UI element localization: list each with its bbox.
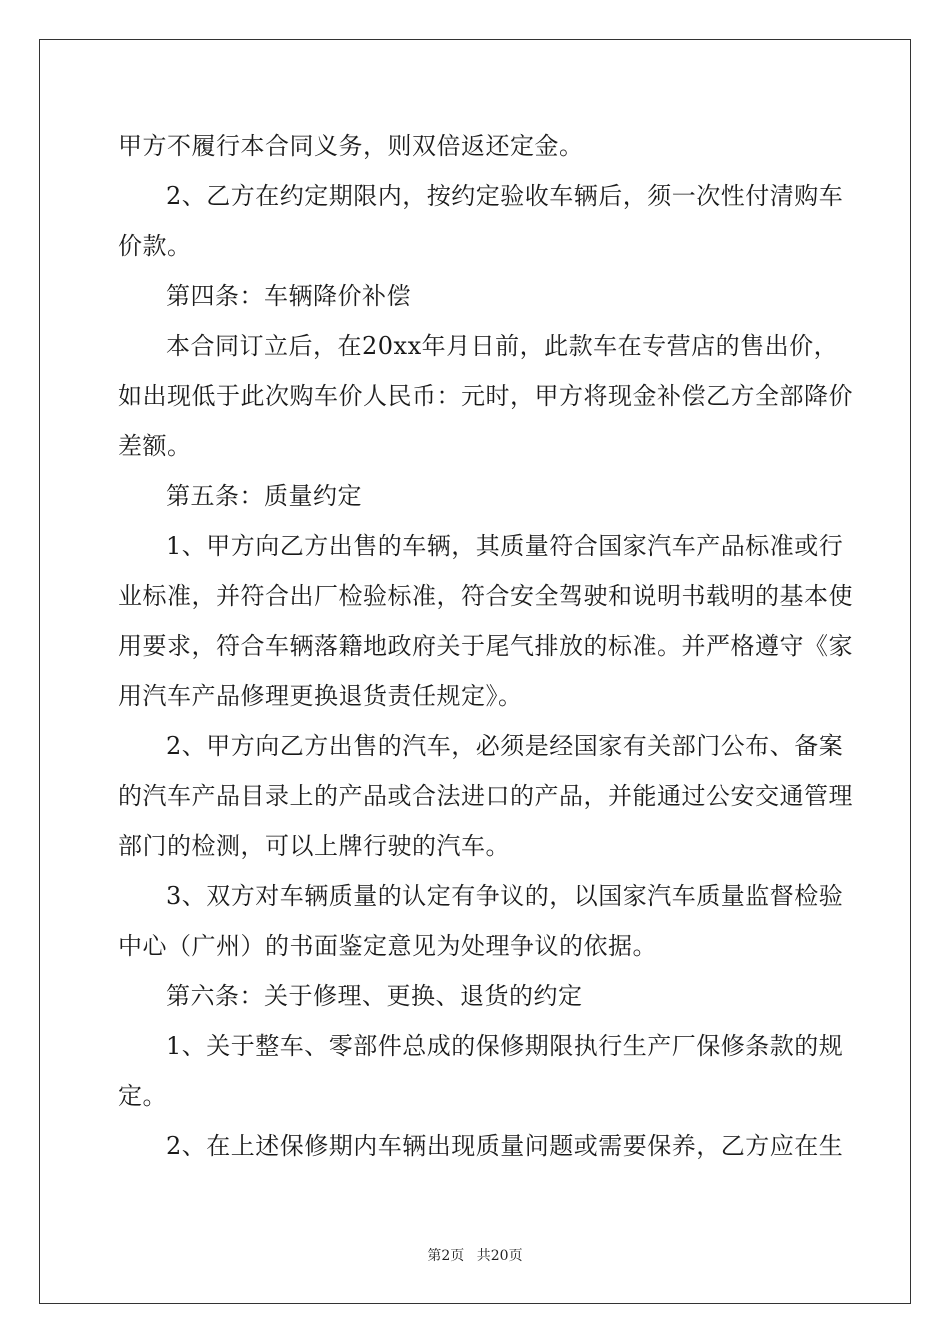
body-line: 用要求，符合车辆落籍地政府关于尾气排放的标准。并严格遵守《家 [118, 632, 853, 660]
body-line: 2、乙方在约定期限内，按约定验收车辆后，须一次性付清购车 [166, 182, 844, 210]
body-line: 本合同订立后，在20xx年月日前，此款车在专营店的售出价， [166, 332, 839, 360]
body-line: 价款。 [118, 232, 192, 260]
page-footer [0, 1246, 950, 1266]
body-line: 2、在上述保修期内车辆出现质量问题或需要保养，乙方应在生 [166, 1132, 844, 1160]
total-pages: 共20页 [476, 1248, 523, 1264]
body-line: 的汽车产品目录上的产品或合法进口的产品，并能通过公安交通管理 [118, 782, 853, 810]
body-line: 如出现低于此次购车价人民币：元时，甲方将现金补偿乙方全部降价 [118, 382, 853, 410]
body-line: 差额。 [118, 432, 192, 460]
section-heading: 第六条：关于修理、更换、退货的约定 [166, 982, 583, 1010]
section-heading: 第五条：质量约定 [166, 482, 362, 510]
body-line: 部门的检测，可以上牌行驶的汽车。 [118, 832, 510, 860]
body-line: 甲方不履行本合同义务，则双倍返还定金。 [118, 132, 584, 160]
body-line: 业标准，并符合出厂检验标准，符合安全驾驶和说明书载明的基本使 [118, 582, 853, 610]
body-line: 3、双方对车辆质量的认定有争议的，以国家汽车质量监督检验 [166, 882, 844, 910]
body-line: 中心（广州）的书面鉴定意见为处理争议的依据。 [118, 932, 657, 960]
page-number: 第2页 [427, 1248, 465, 1264]
body-line: 用汽车产品修理更换退货责任规定》。 [118, 682, 523, 710]
body-line: 2、甲方向乙方出售的汽车，必须是经国家有关部门公布、备案 [166, 732, 844, 760]
section-heading: 第四条：车辆降价补偿 [166, 282, 411, 310]
body-line: 1、关于整车、零部件总成的保修期限执行生产厂保修条款的规 [166, 1032, 844, 1060]
body-line: 1、甲方向乙方出售的车辆，其质量符合国家汽车产品标准或行 [166, 532, 844, 560]
body-line: 定。 [118, 1082, 167, 1110]
